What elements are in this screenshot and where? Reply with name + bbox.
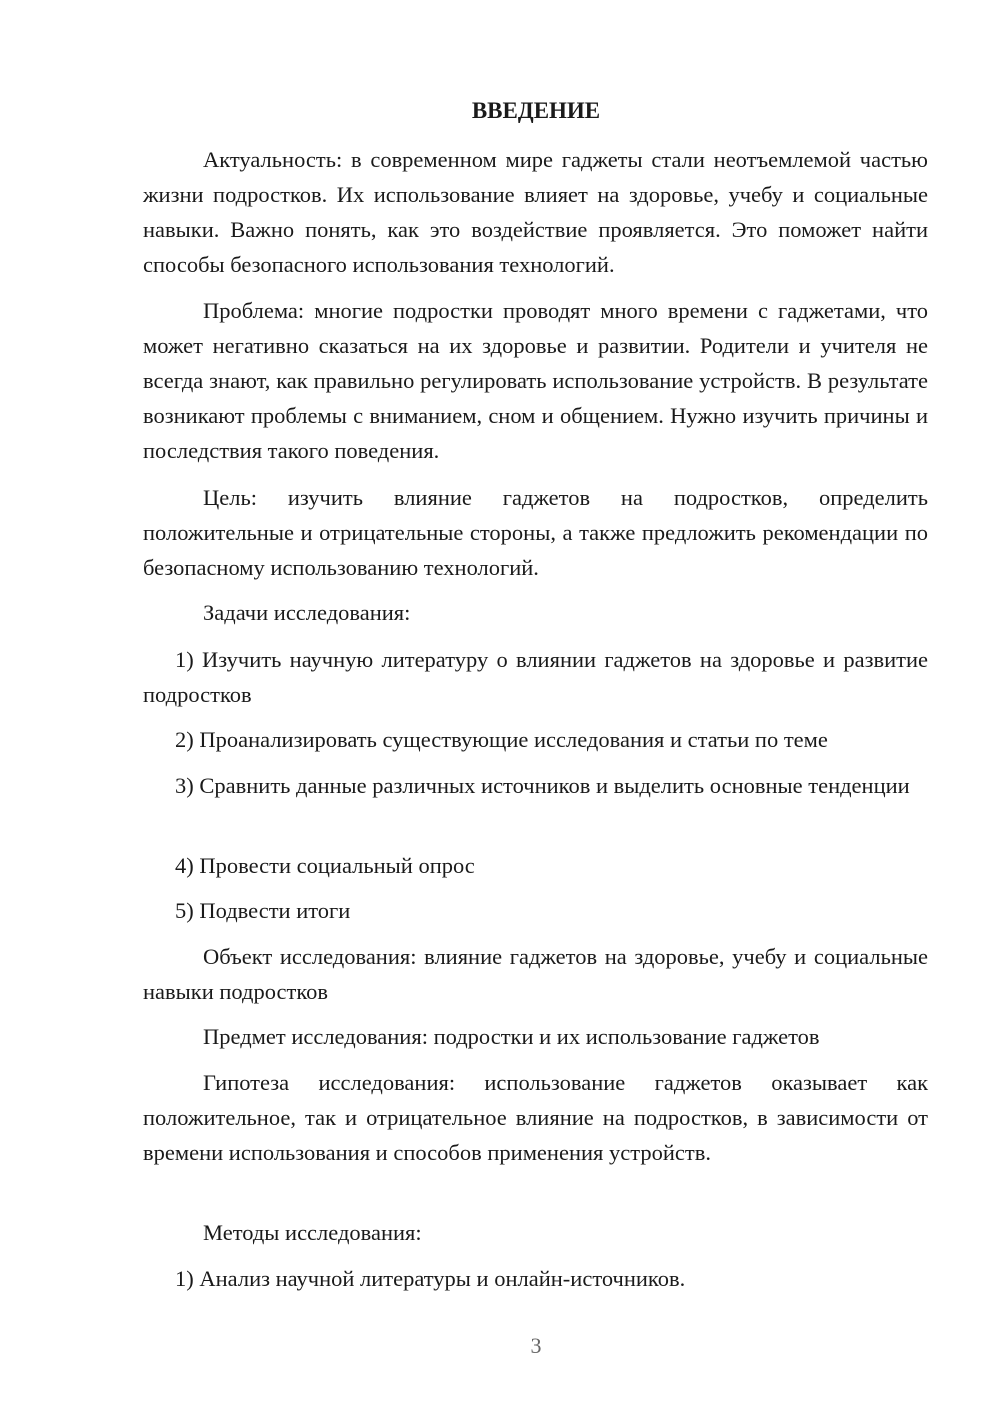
methods-heading: Методы исследования:: [203, 1220, 422, 1245]
paragraph-relevance: Актуальность: в современном мире гаджеты стали неотъемлемой частью жизни подростков. Их использование влияет на здоровье, учебу и социальные навыки. Важно понять, как это воздействие проявляется. Это поможет найти способы безопасного использования технологий.: [143, 147, 928, 277]
method-item-1: 1) Анализ научной литературы и онлайн-источников.: [175, 1266, 686, 1291]
paragraph-problem: Проблема: многие подростки проводят много времени с гаджетами, что может негативно сказаться на их здоровье и развитии. Родители и учителя не всегда знают, как правильно регулировать использование устройств. В результате возникают проблемы с вниманием, сном и общением. Нужно изучить причины и последствия такого поведения.: [143, 298, 928, 463]
paragraph-object: Объект исследования: влияние гаджетов на здоровье, учебу и социальные навыки подростков: [143, 944, 928, 1004]
page-number: 3: [530, 1333, 542, 1358]
tasks-heading: Задачи исследования:: [203, 600, 411, 625]
paragraph-subject: Предмет исследования: подростки и их использование гаджетов: [203, 1024, 820, 1049]
page-title: ВВЕДЕНИЕ: [471, 98, 601, 123]
task-item-5: 5) Подвести итоги: [175, 898, 351, 923]
task-item-1: 1) Изучить научную литературу о влиянии гаджетов на здоровье и развитие подростков: [143, 647, 928, 707]
task-item-4: 4) Провести социальный опрос: [175, 853, 475, 878]
paragraph-hypothesis: Гипотеза исследования: использование гаджетов оказывает как положительное, так и отрицательное влияние на подростков, в зависимости от времени использования и способов применения устройств.: [143, 1070, 928, 1165]
paragraph-goal: Цель: изучить влияние гаджетов на подростков, определить положительные и отрицательные стороны, а также предложить рекомендации по безопасному использованию технологий.: [143, 485, 928, 580]
task-item-2: 2) Проанализировать существующие исследования и статьи по теме: [175, 727, 828, 752]
task-item-3: 3) Сравнить данные различных источников и выделить основные тенденции: [175, 773, 910, 798]
